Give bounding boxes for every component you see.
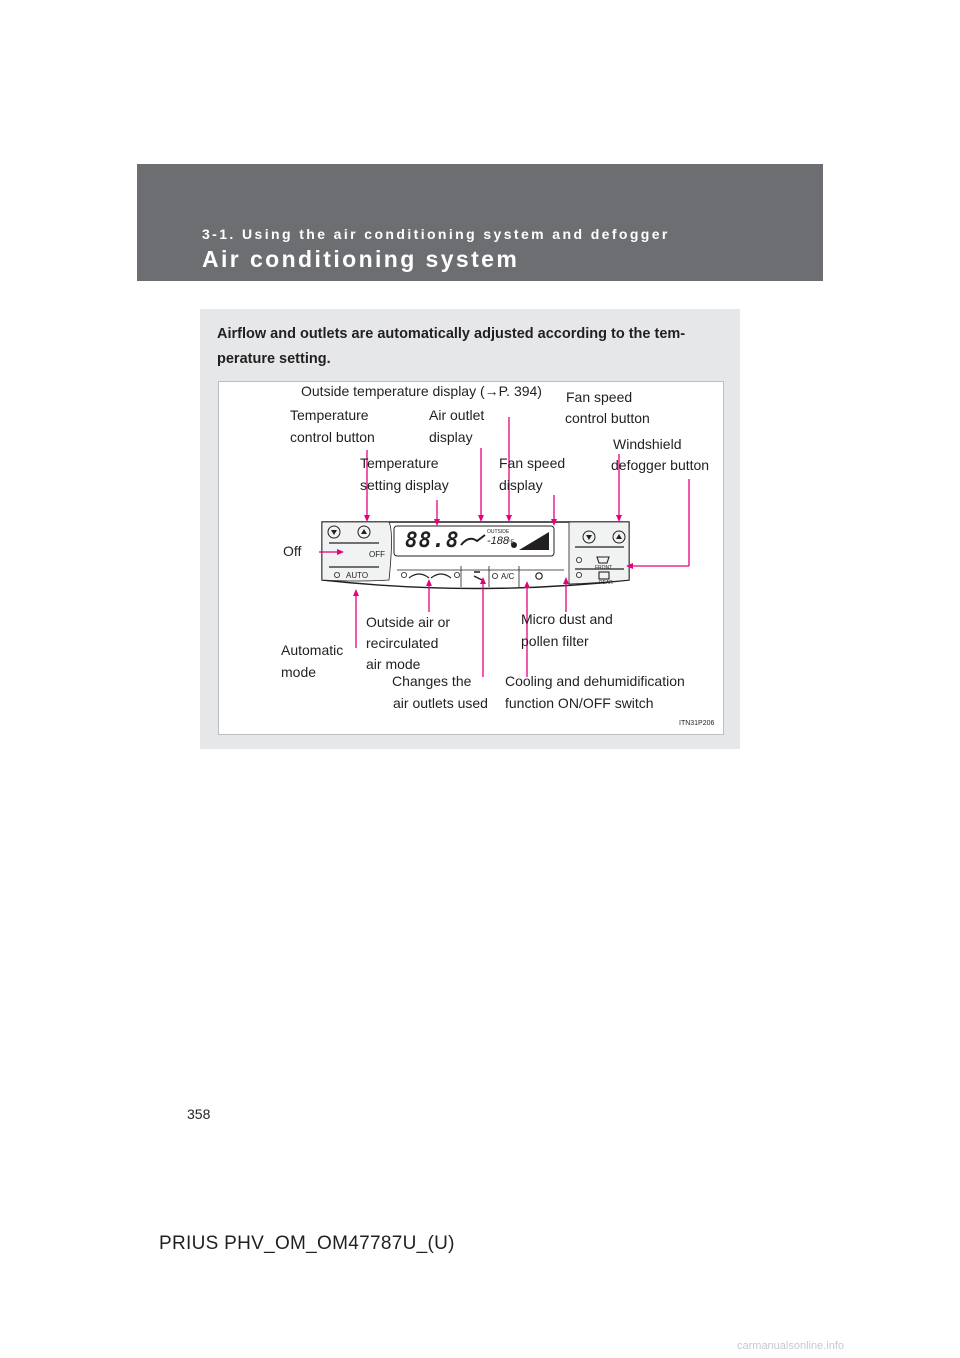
label-automatic-2: mode <box>281 664 317 680</box>
auto-button-label: AUTO <box>346 571 369 580</box>
label-windshield-2: defogger button <box>611 457 710 473</box>
figure-code: ITN31P206 <box>679 720 715 727</box>
label-changes-2: air outlets used <box>393 695 488 711</box>
label-outside-air-1: Outside air or <box>366 614 451 630</box>
label-air-outlet-1: Air outlet <box>429 407 485 423</box>
label-cooling-2: function ON/OFF switch <box>505 695 654 711</box>
content-box <box>200 309 740 749</box>
label-off: Off <box>283 543 302 559</box>
ac-button-label: A/C <box>501 572 515 581</box>
label-fan-display-2: display <box>499 477 543 493</box>
label-air-outlet-2: display <box>429 429 473 445</box>
control-panel-figure <box>218 381 724 735</box>
label-fan-speed-control-2: control button <box>565 410 650 426</box>
label-outside-air-2: recirculated <box>366 635 439 651</box>
label-micro-2: pollen filter <box>521 633 589 649</box>
label-automatic-1: Automatic <box>281 642 344 658</box>
footer-manual-id: PRIUS PHV_OM_OM47787U_(U) <box>159 1233 455 1254</box>
section-title: 3-1. Using the air conditioning system and defogger <box>202 226 670 242</box>
label-outside-temp-display: Outside temperature display (→P. 394) <box>301 383 542 399</box>
section-header <box>137 164 823 281</box>
label-micro-1: Micro dust and <box>521 611 613 627</box>
label-fan-speed-control-1: Fan speed <box>566 389 633 405</box>
label-temp-control-2: control button <box>290 429 375 445</box>
label-outside-air-3: air mode <box>366 656 421 672</box>
outside-temp-digits: -188 <box>487 535 510 547</box>
label-temp-setting-1: Temperature <box>360 455 439 471</box>
intro-text: Airflow and outlets are automatically adjusted according to the tem-perature setting. <box>217 326 686 367</box>
watermark: carmanualsonline.info <box>737 1340 845 1352</box>
label-windshield-1: Windshield <box>613 436 682 452</box>
label-fan-display-1: Fan speed <box>499 455 566 471</box>
label-changes-1: Changes the <box>392 673 472 689</box>
temperature-digits: 88.8 <box>405 528 460 552</box>
page-title: Air conditioning system <box>202 246 520 272</box>
front-label: FRONT <box>595 565 613 571</box>
outside-label: OUTSIDE <box>487 529 510 535</box>
rear-label: REAR <box>599 580 613 586</box>
off-button-label: OFF <box>369 550 385 559</box>
page-number: 358 <box>187 1106 211 1122</box>
label-temp-control-1: Temperature <box>290 407 369 423</box>
temp-unit: °F <box>508 540 515 546</box>
label-cooling-1: Cooling and dehumidification <box>505 673 685 689</box>
label-temp-setting-2: setting display <box>360 477 449 493</box>
